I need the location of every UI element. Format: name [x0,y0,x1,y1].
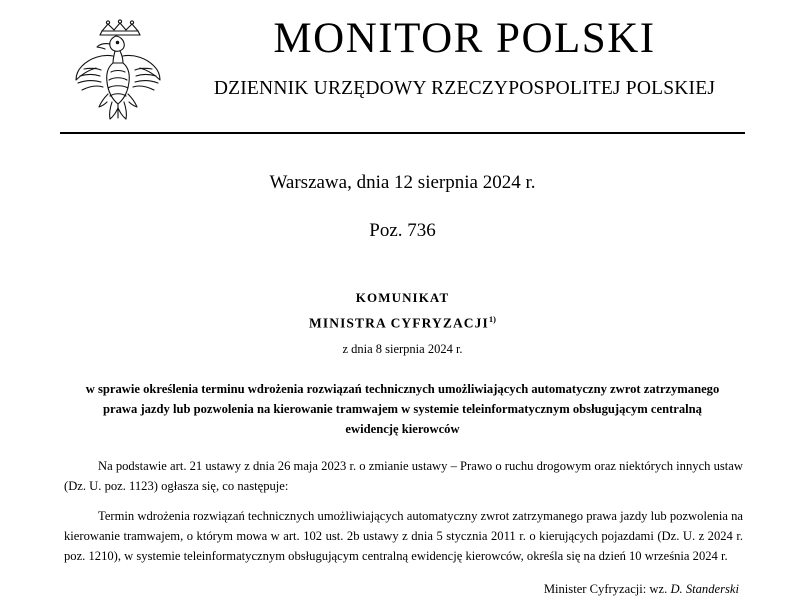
position-number: Poz. 736 [369,220,436,241]
publication-meta [52,172,753,242]
act-subject: w sprawie określenia terminu wdrożenia rozwiązań technicznych umożliwiających automatyczny zwrot zatrzymanego prawa jazdy lub pozwolenia na kierowanie tramwajem w systemie teleinformatycznym obsługującym centralną ewidencję kierowców [85,381,720,437]
act-body [52,456,753,567]
masthead-text [172,8,753,100]
masthead-divider [60,132,745,134]
act-kind: KOMUNIKAT [355,290,450,305]
body-paragraph: Termin wdrożenia rozwiązań technicznych umożliwiających automatyczny zwrot zatrzymanego prawa jazdy lub pozwolenia na kierowanie tramwajem, o którym mowa w art. 102 ust. 2b ustawy z dnia 5 stycznia 2011 r. o kierujących pojazdami (Dz. U. z 2024 r. poz. 1210), w systemie teleinformatycznym obsługującym centralną ewidencję kierowców, określa się na dzień 10 września 2024 r. [64,508,743,564]
masthead [52,0,753,124]
signature-role: Minister Cyfryzacji: wz. [543,582,668,597]
journal-title: MONITOR POLSKI [273,15,656,62]
footnote-marker: 1) [488,314,496,324]
journal-subtitle: DZIENNIK URZĘDOWY RZECZYPOSPOLITEJ POLSKIEJ [213,78,716,100]
body-paragraph: Na podstawie art. 21 ustawy z dnia 26 maja 2023 r. o zmianie ustawy – Prawo o ruchu drogowym oraz niektórych innych ustaw (Dz. U. poz. 1123) ogłasza się, co następuje: [64,458,743,493]
signature-name: D. Standerski [670,582,739,597]
signature-line [52,582,753,597]
act-date: z dnia 8 sierpnia 2024 r. [342,341,463,356]
polish-eagle-emblem-icon [64,14,172,124]
place-and-date: Warszawa, dnia 12 sierpnia 2024 r. [269,172,536,193]
act-authority-label: MINISTRA CYFRYZACJI [309,315,489,331]
act-heading [52,290,753,357]
act-authority [52,314,753,332]
